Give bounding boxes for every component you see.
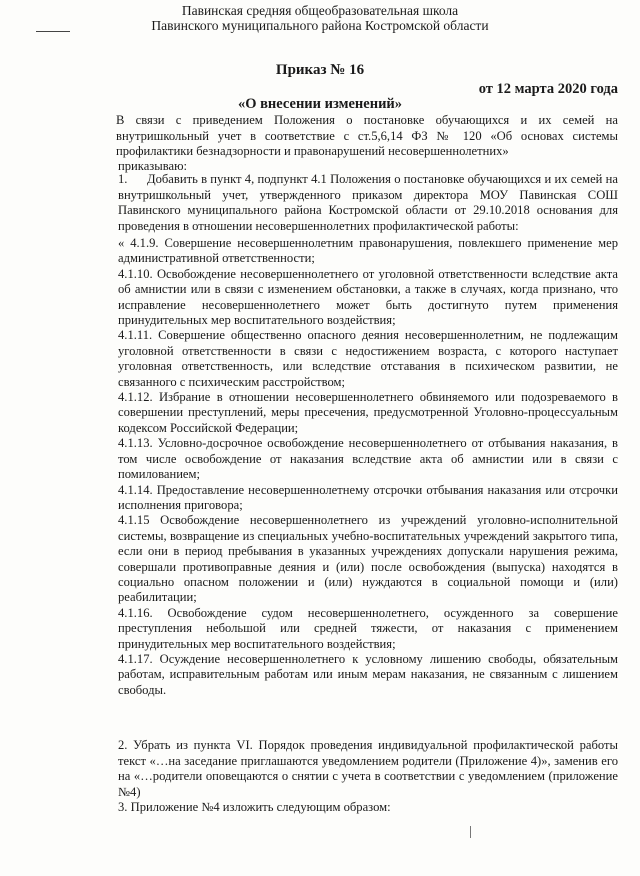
scan-mark (36, 31, 70, 32)
subitem-4-1-17: 4.1.17. Осуждение несовершеннолетнего к условному лишению свободы, обязательным работам, исправительным работам или иным мерам наказания, не связанным с лишением свободы. (118, 651, 618, 697)
subitem-4-1-12: 4.1.12. Избрание в отношении несовершеннолетнего обвиняемого или подозреваемого в совершении преступлений, меры пресечения, предусмотренной Уголовно-процессуальным кодексом Российской Федерации; (118, 390, 618, 435)
subitem-4-1-9: « 4.1.9. Совершение несовершеннолетним правонарушения, повлекшего применение мер административной ответственности; (118, 236, 618, 266)
item-1-subitems (118, 236, 618, 698)
item-2 (118, 738, 618, 800)
order-date: от 12 марта 2020 года (478, 81, 618, 97)
subitem-4-1-14: 4.1.14. Предоставление несовершеннолетнему отсрочки отбывания наказания или отсрочки исполнения приговора; (118, 482, 618, 512)
item-1 (118, 172, 618, 234)
item-2-text: 2. Убрать из пункта VI. Порядок проведения индивидуальной профилактической работы текст «…на заседание приглашаются уведомлением родители (Приложение 4)», заменив его на «…родители оповещаются о снятии с учета в соответствии с уведомлением (приложение №4) (118, 738, 618, 799)
item-1-text: 1. Добавить в пункт 4, подпункт 4.1 Положения о постановке обучающихся и их семей на внутришкольный учет, утвержденного приказом директора МОУ Павинская СОШ Павинского муниципального района Костромской области от 29.10.2018 основания для проведения в отношении несовершеннолетних профилактической работы: (118, 172, 618, 233)
order-title: Приказ № 16 (275, 62, 365, 78)
subitem-4-1-15: 4.1.15 Освобождение несовершеннолетнего из учреждений уголовно-исполнительной системы, возвращение из специальных учебно-воспитательных учреждений закрытого типа, если они в период пребывания в указанных учреждениях допускали нарушения режима, совершали противоправные деяния и (или) после освобождения (выпуска) находятся в социально опасном положении и (или) нуждаются в социальной помощи и (или) реабилитации; (118, 513, 618, 605)
item-3-text: 3. Приложение №4 изложить следующим образом: (118, 800, 391, 814)
school-name: Павинская средняя общеобразовательная школа (181, 3, 459, 18)
order-subject: «О внесении изменений» (237, 96, 403, 112)
preamble (116, 113, 618, 160)
subitem-4-1-13: 4.1.13. Условно-досрочное освобождение несовершеннолетнего от отбывания наказания, в том числе освобождение от наказания вследствие акта об амнистии или в связи с помилованием; (118, 436, 618, 482)
subitem-4-1-10: 4.1.10. Освобождение несовершеннолетнего от уголовной ответственности вследствие акта об амнистии или в связи с изменением обстановки, а также в случаях, когда признано, что исправление несовершеннолетнего может быть достигнуто путем применения принудительных мер воспитательного воздействия; (118, 266, 618, 328)
order-word: приказываю: (118, 159, 188, 173)
preamble-text: В связи с приведением Положения о постановке обучающихся и их семей на внутришкольный учет в соответствие с ст.5,6,14 ФЗ № 120 «Об основах системы профилактики безнадзорности и правонарушений несовершеннолетних» (116, 113, 618, 159)
subitem-4-1-16: 4.1.16. Освобождение судом несовершеннолетнего, осужденного за совершение преступления небольшой или средней тяжести, от наказания с применением принудительных мер воспитательного воздействия; (118, 605, 618, 651)
district-name: Павинского муниципального района Костромской области (151, 18, 489, 33)
scan-artifact (470, 826, 471, 838)
subitem-4-1-11: 4.1.11. Совершение общественно опасного деяния несовершеннолетним, не подлежащим уголовной ответственности в связи с недостижением возраста, с которого наступает уголовная ответственность, или вследствие отставания в психическом развитии, не связанного с психическим расстройством; (118, 328, 618, 389)
item-3 (118, 800, 618, 816)
